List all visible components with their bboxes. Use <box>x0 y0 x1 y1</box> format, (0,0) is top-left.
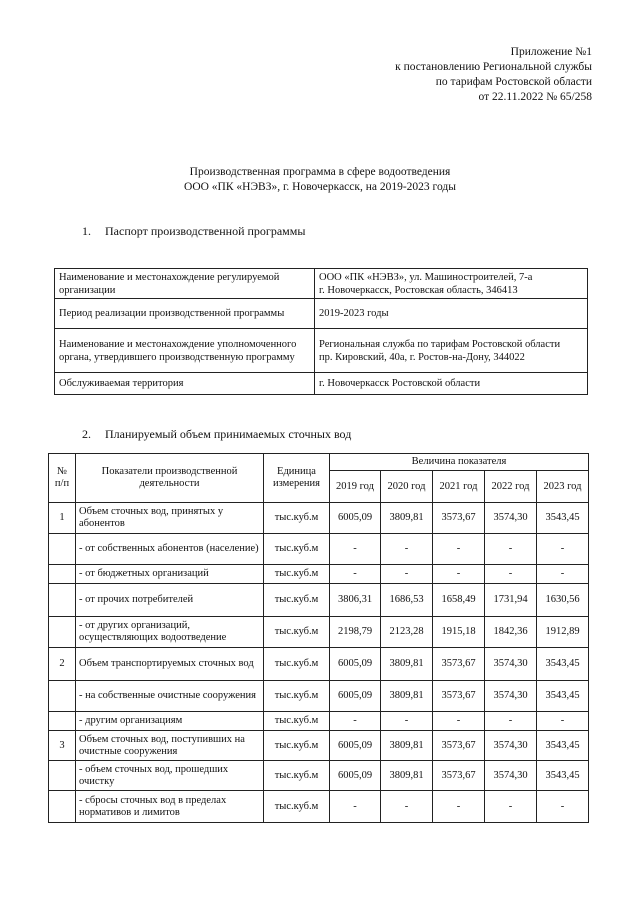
row-number <box>49 617 76 648</box>
row-value: - <box>381 712 433 731</box>
row-value: 3574,30 <box>485 648 537 681</box>
wastewater-volume-table <box>48 453 589 823</box>
row-value: 1658,49 <box>433 584 485 617</box>
row-value: 6005,09 <box>330 648 381 681</box>
row-value: - <box>381 565 433 584</box>
row-value: 3573,67 <box>433 648 485 681</box>
row-value: 3573,67 <box>433 681 485 712</box>
row-value: 3809,81 <box>381 681 433 712</box>
row-indicator: - от собственных абонентов (население) <box>76 534 264 565</box>
table-row <box>49 617 589 648</box>
title-line: Производственная программа в сфере водоотведения <box>189 166 451 178</box>
row-unit: тыс.куб.м <box>264 712 330 731</box>
row-value: - <box>537 534 589 565</box>
passport-row <box>55 373 588 395</box>
table-row <box>49 681 589 712</box>
row-value: - <box>537 712 589 731</box>
row-value: - <box>485 791 537 823</box>
row-value: 3573,67 <box>433 731 485 761</box>
section-title: Планируемый объем принимаемых сточных вод <box>105 427 352 441</box>
row-value: 3543,45 <box>537 648 589 681</box>
row-value: 3809,81 <box>381 731 433 761</box>
table-row <box>49 791 589 823</box>
passport-row <box>55 329 588 373</box>
row-unit: тыс.куб.м <box>264 534 330 565</box>
header-values: Величина показателя <box>330 454 589 471</box>
row-value: 3543,45 <box>537 503 589 534</box>
section-heading-volume <box>82 427 351 442</box>
row-value: - <box>485 565 537 584</box>
passport-row <box>55 299 588 329</box>
table-row <box>49 731 589 761</box>
row-value: - <box>485 712 537 731</box>
header-indicator: Показатели производственной деятельности <box>76 454 264 503</box>
title-line: ООО «ПК «НЭВЗ», г. Новочеркасск, на 2019-2023 годы <box>184 181 456 193</box>
row-value: 1912,89 <box>537 617 589 648</box>
row-value: 3543,45 <box>537 761 589 791</box>
row-value: - <box>433 565 485 584</box>
row-value: 3809,81 <box>381 761 433 791</box>
row-unit: тыс.куб.м <box>264 584 330 617</box>
row-value: 3809,81 <box>381 503 433 534</box>
document-title <box>0 165 640 195</box>
section-number: 1. <box>82 224 91 238</box>
passport-value: г. Новочеркасск Ростовской области <box>315 373 588 395</box>
row-indicator: - другим организациям <box>76 712 264 731</box>
row-value: - <box>330 565 381 584</box>
table-row <box>49 565 589 584</box>
row-value: 3573,67 <box>433 503 485 534</box>
passport-key: Наименование и местонахождение регулируемой организации <box>55 269 315 299</box>
row-number <box>49 681 76 712</box>
row-value: - <box>537 565 589 584</box>
passport-value: ООО «ПК «НЭВЗ», ул. Машиностроителей, 7-а г. Новочеркасск, Ростовская область, 346413 <box>315 269 588 299</box>
row-indicator: - объем сточных вод, прошедших очистку <box>76 761 264 791</box>
row-unit: тыс.куб.м <box>264 761 330 791</box>
row-value: - <box>330 534 381 565</box>
row-unit: тыс.куб.м <box>264 617 330 648</box>
section-title: Паспорт производственной программы <box>105 224 306 238</box>
row-value: 3809,81 <box>381 648 433 681</box>
annex-line: Приложение №1 <box>510 46 592 58</box>
table-row <box>49 534 589 565</box>
row-value: - <box>330 791 381 823</box>
row-indicator: Объем сточных вод, поступивших на очистные сооружения <box>76 731 264 761</box>
header-year: 2021 год <box>433 471 485 503</box>
row-unit: тыс.куб.м <box>264 791 330 823</box>
row-indicator: - от других организаций, осуществляющих водоотведение <box>76 617 264 648</box>
row-value: 1630,56 <box>537 584 589 617</box>
header-year: 2019 год <box>330 471 381 503</box>
row-value: - <box>381 791 433 823</box>
row-value: 3806,31 <box>330 584 381 617</box>
row-value: - <box>433 712 485 731</box>
row-number: 3 <box>49 731 76 761</box>
row-value: - <box>433 534 485 565</box>
row-number <box>49 791 76 823</box>
row-number: 2 <box>49 648 76 681</box>
row-value: - <box>381 534 433 565</box>
section-heading-passport <box>82 224 305 239</box>
header-unit: Единица измерения <box>264 454 330 503</box>
row-value: 2123,28 <box>381 617 433 648</box>
passport-key: Период реализации производственной программы <box>55 299 315 329</box>
passport-key: Обслуживаемая территория <box>55 373 315 395</box>
table-row <box>49 761 589 791</box>
header-num: № п/п <box>49 454 76 503</box>
row-value: 3543,45 <box>537 731 589 761</box>
row-number: 1 <box>49 503 76 534</box>
row-value: 3543,45 <box>537 681 589 712</box>
passport-key: Наименование и местонахождение уполномоченного органа, утвердившего производственную программу <box>55 329 315 373</box>
row-indicator: - от прочих потребителей <box>76 584 264 617</box>
passport-value: Региональная служба по тарифам Ростовской области пр. Кировский, 40а, г. Ростов-на-Дону, 344022 <box>315 329 588 373</box>
annex-line: по тарифам Ростовской области <box>435 76 592 88</box>
row-value: 1915,18 <box>433 617 485 648</box>
row-number <box>49 761 76 791</box>
passport-table <box>54 268 588 395</box>
row-unit: тыс.куб.м <box>264 681 330 712</box>
row-unit: тыс.куб.м <box>264 503 330 534</box>
row-value: - <box>537 791 589 823</box>
header-year: 2023 год <box>537 471 589 503</box>
annex-header <box>395 45 592 105</box>
row-number <box>49 712 76 731</box>
row-indicator: Объем транспортируемых сточных вод <box>76 648 264 681</box>
table-header-row <box>49 454 589 471</box>
row-value: 2198,79 <box>330 617 381 648</box>
section-number: 2. <box>82 427 91 441</box>
passport-value: 2019-2023 годы <box>315 299 588 329</box>
row-indicator: - сбросы сточных вод в пределах нормативов и лимитов <box>76 791 264 823</box>
row-value: 3574,30 <box>485 731 537 761</box>
row-value: 3574,30 <box>485 681 537 712</box>
row-value: 3574,30 <box>485 761 537 791</box>
passport-row <box>55 269 588 299</box>
row-value: 1731,94 <box>485 584 537 617</box>
row-unit: тыс.куб.м <box>264 731 330 761</box>
row-value: 6005,09 <box>330 681 381 712</box>
row-value: 1842,36 <box>485 617 537 648</box>
row-number <box>49 565 76 584</box>
row-number <box>49 584 76 617</box>
row-value: 3573,67 <box>433 761 485 791</box>
row-value: - <box>485 534 537 565</box>
row-value: 1686,53 <box>381 584 433 617</box>
table-row <box>49 648 589 681</box>
row-value: 6005,09 <box>330 761 381 791</box>
annex-line: к постановлению Региональной службы <box>395 61 592 73</box>
table-row <box>49 503 589 534</box>
row-value: 6005,09 <box>330 503 381 534</box>
table-row <box>49 584 589 617</box>
annex-line: от 22.11.2022 № 65/258 <box>478 91 592 103</box>
row-unit: тыс.куб.м <box>264 648 330 681</box>
row-indicator: Объем сточных вод, принятых у абонентов <box>76 503 264 534</box>
row-unit: тыс.куб.м <box>264 565 330 584</box>
row-value: 3574,30 <box>485 503 537 534</box>
row-number <box>49 534 76 565</box>
header-year: 2020 год <box>381 471 433 503</box>
row-value: - <box>433 791 485 823</box>
table-row <box>49 712 589 731</box>
header-year: 2022 год <box>485 471 537 503</box>
row-value: - <box>330 712 381 731</box>
row-indicator: - от бюджетных организаций <box>76 565 264 584</box>
row-value: 6005,09 <box>330 731 381 761</box>
row-indicator: - на собственные очистные сооружения <box>76 681 264 712</box>
